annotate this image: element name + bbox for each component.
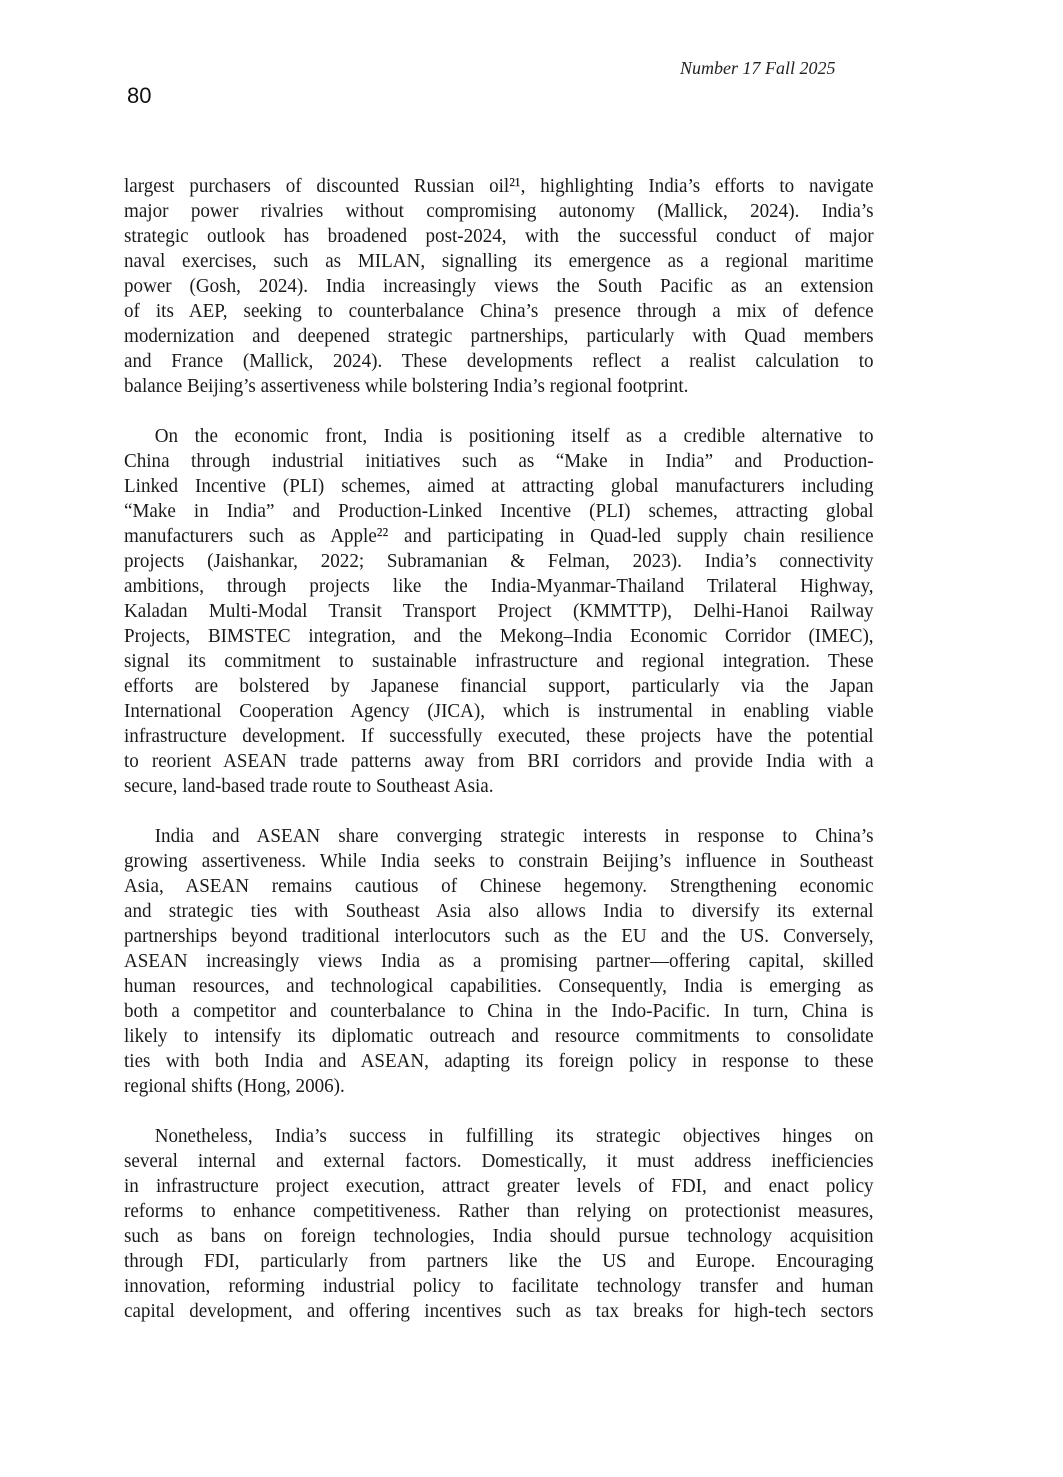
text-line: “Make in India” and Production-Linked Incentive (PLI) schemes, attracting global (124, 500, 874, 522)
paragraph-india-asean (124, 824, 874, 1099)
text-line: International Cooperation Agency (JICA), which is instrumental in enabling viable (124, 700, 874, 722)
text-line: balance Beijing’s assertiveness while bolstering India’s regional footprint. (124, 375, 689, 397)
text-line: secure, land-based trade route to Southeast Asia. (124, 775, 494, 797)
text-line: Nonetheless, India’s success in fulfilling its strategic objectives hinges on (154, 1125, 874, 1147)
text-line: projects (Jaishankar, 2022; Subramanian & Felman, 2023). India’s connectivity (124, 550, 874, 572)
text-line: naval exercises, such as MILAN, signalling its emergence as a regional maritime (124, 250, 874, 272)
text-line: major power rivalries without compromising autonomy (Mallick, 2024). India’s (124, 200, 874, 222)
text-line: through FDI, particularly from partners like the US and Europe. Encouraging (124, 1250, 874, 1272)
text-line: partnerships beyond traditional interlocutors such as the EU and the US. Conversely, (124, 925, 874, 947)
text-line: capital development, and offering incentives such as tax breaks for high-tech sectors (124, 1300, 874, 1322)
text-line: likely to intensify its diplomatic outreach and resource commitments to consolidate (124, 1025, 874, 1047)
text-line: strategic outlook has broadened post-2024, with the successful conduct of major (124, 225, 874, 247)
text-line: such as bans on foreign technologies, India should pursue technology acquisition (124, 1225, 874, 1247)
text-line: efforts are bolstered by Japanese financial support, particularly via the Japan (124, 675, 874, 697)
paragraph-russian-oil (124, 174, 874, 399)
text-line: innovation, reforming industrial policy to facilitate technology transfer and human (124, 1275, 874, 1297)
page-number: 80 (127, 83, 152, 108)
text-line: and France (Mallick, 2024). These developments reflect a realist calculation to (124, 350, 874, 372)
text-line: both a competitor and counterbalance to China in the Indo-Pacific. In turn, China is (124, 1000, 874, 1022)
body-text (124, 174, 874, 1349)
text-line: growing assertiveness. While India seeks to constrain Beijing’s influence in Southeast (124, 850, 874, 872)
text-line: manufacturers such as Apple²² and participating in Quad-led supply chain resilience (124, 525, 874, 547)
text-line: ties with both India and ASEAN, adapting its foreign policy in response to these (124, 1050, 874, 1072)
text-line: Kaladan Multi-Modal Transit Transport Project (KMMTTP), Delhi-Hanoi Railway (124, 600, 874, 622)
text-line: power (Gosh, 2024). India increasingly views the South Pacific as an extension (124, 275, 874, 297)
running-head: Number 17 Fall 2025 (680, 58, 836, 78)
text-line: India and ASEAN share converging strategic interests in response to China’s (154, 825, 874, 847)
text-line: Asia, ASEAN remains cautious of Chinese hegemony. Strengthening economic (124, 875, 874, 897)
text-line: modernization and deepened strategic partnerships, particularly with Quad members (124, 325, 874, 347)
text-line: ASEAN increasingly views India as a promising partner—offering capital, skilled (124, 950, 874, 972)
text-line: reforms to enhance competitiveness. Rather than relying on protectionist measures, (124, 1200, 874, 1222)
text-line: human resources, and technological capabilities. Consequently, India is emerging as (124, 975, 874, 997)
paragraph-economic-front (124, 424, 874, 799)
text-line: ambitions, through projects like the India-Myanmar-Thailand Trilateral Highway, (124, 575, 874, 597)
paragraph-nonetheless (124, 1124, 874, 1324)
text-line: and strategic ties with Southeast Asia also allows India to diversify its external (124, 900, 874, 922)
text-line: On the economic front, India is positioning itself as a credible alternative to (154, 425, 874, 447)
text-line: signal its commitment to sustainable infrastructure and regional integration. These (124, 650, 874, 672)
text-line: infrastructure development. If successfully executed, these projects have the potential (124, 725, 874, 747)
text-line: Linked Incentive (PLI) schemes, aimed at attracting global manufacturers including (124, 475, 874, 497)
text-line: China through industrial initiatives such as “Make in India” and Production- (124, 450, 874, 472)
text-line: Projects, BIMSTEC integration, and the Mekong–India Economic Corridor (IMEC), (124, 625, 874, 647)
text-line: of its AEP, seeking to counterbalance China’s presence through a mix of defence (124, 300, 874, 322)
text-line: to reorient ASEAN trade patterns away from BRI corridors and provide India with a (124, 750, 874, 772)
text-line: several internal and external factors. Domestically, it must address inefficiencies (124, 1150, 874, 1172)
text-line: largest purchasers of discounted Russian oil²¹, highlighting India’s efforts to navigate (124, 175, 874, 197)
text-line: in infrastructure project execution, attract greater levels of FDI, and enact policy (124, 1175, 874, 1197)
text-line: regional shifts (Hong, 2006). (124, 1075, 345, 1097)
